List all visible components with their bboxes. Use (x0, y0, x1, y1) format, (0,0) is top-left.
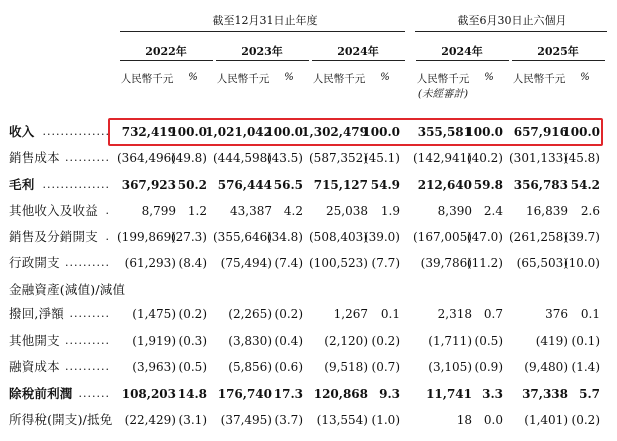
pct-header: % (284, 72, 294, 83)
amount-cell: (508,403) (309, 230, 368, 244)
amount-cell: (9,518) (324, 360, 368, 374)
unit-header: 人民幣千元 (312, 73, 366, 85)
amount-cell: (2,265) (228, 307, 272, 321)
amount-cell: 1,302,479 (301, 125, 368, 139)
amount-cell: (3,830) (228, 334, 272, 348)
table-row (0, 227, 617, 247)
pct-header: % (380, 72, 390, 83)
leader-dots: .......... (65, 256, 110, 269)
percent-cell: 100.0 (562, 125, 600, 139)
percent-cell: (49.8) (170, 151, 207, 165)
percent-cell: (1.0) (371, 413, 400, 427)
amount-cell: (199,869) (117, 230, 176, 244)
percent-cell: 14.8 (177, 387, 207, 401)
row-label: 所得稅(開支)/抵免 (9, 412, 113, 427)
year-rule (416, 60, 509, 61)
percent-cell: 100.0 (265, 125, 303, 139)
year-header: 2025年 (537, 45, 579, 58)
row-label: 其他開支 (9, 333, 60, 348)
table-row (0, 201, 617, 221)
year-header: 2022年 (145, 45, 187, 58)
amount-cell: 356,783 (513, 178, 568, 192)
year-rule (512, 60, 605, 61)
period-fy-rule (120, 31, 405, 32)
unaudited-note: (未經審計) (417, 88, 469, 100)
year-rule (120, 60, 213, 61)
percent-cell: (0.2) (274, 307, 303, 321)
percent-cell: (40.2) (466, 151, 503, 165)
unit-header: 人民幣千元 (120, 73, 174, 85)
amount-cell: 11,741 (426, 387, 472, 401)
year-header: 2023年 (241, 45, 283, 58)
amount-cell: (1,475) (132, 307, 176, 321)
amount-cell: 108,203 (121, 387, 176, 401)
unit-header: 人民幣千元 (216, 73, 270, 85)
percent-cell: 0.1 (380, 307, 400, 321)
percent-cell: (0.5) (474, 334, 503, 348)
percent-cell: (0.2) (178, 307, 207, 321)
percent-cell: 5.7 (579, 387, 600, 401)
percent-cell: 1.2 (187, 204, 207, 218)
leader-dots: .......... (65, 360, 110, 373)
amount-cell: (1,401) (524, 413, 568, 427)
percent-cell: 100.0 (465, 125, 503, 139)
amount-cell: 16,839 (526, 204, 568, 218)
percent-cell: (0.1) (571, 334, 600, 348)
amount-cell: (301,133) (509, 151, 568, 165)
amount-cell: 18 (456, 413, 472, 427)
percent-cell: 3.3 (482, 387, 503, 401)
percent-cell: (0.9) (474, 360, 503, 374)
amount-cell: (355,646) (213, 230, 272, 244)
row-label: 行政開支 (9, 255, 60, 270)
pct-header: % (580, 72, 590, 83)
year-rule (312, 60, 405, 61)
percent-cell: 50.2 (177, 178, 207, 192)
amount-cell: 176,740 (217, 387, 272, 401)
percent-cell: (7.4) (274, 256, 303, 270)
table-row (0, 410, 617, 430)
table-row (0, 331, 617, 351)
unit-header: 人民幣千元 (416, 73, 470, 85)
amount-cell: (587,352) (309, 151, 368, 165)
amount-cell: 657,916 (513, 125, 568, 139)
amount-cell: 212,640 (417, 178, 472, 192)
percent-cell: 4.2 (283, 204, 303, 218)
row-label: 除稅前利潤 (9, 386, 73, 401)
amount-cell: (261,258) (509, 230, 568, 244)
percent-cell: (43.5) (266, 151, 303, 165)
amount-cell: (65,503) (516, 256, 568, 270)
percent-cell: (3.1) (178, 413, 207, 427)
amount-cell: 732,419 (121, 125, 176, 139)
leader-dots: ............... (42, 125, 110, 138)
table-row (0, 384, 617, 404)
table-row (0, 148, 617, 168)
amount-cell: 1,267 (333, 307, 368, 321)
amount-cell: (13,554) (316, 413, 368, 427)
leader-dots: .......... (65, 151, 110, 164)
percent-cell: (1.4) (571, 360, 600, 374)
percent-cell: 54.9 (370, 178, 400, 192)
amount-cell: 37,338 (522, 387, 568, 401)
amount-cell: (3,963) (132, 360, 176, 374)
year-rule (216, 60, 309, 61)
amount-cell: 25,038 (326, 204, 368, 218)
table-row (0, 122, 617, 142)
percent-cell: (45.1) (363, 151, 400, 165)
amount-cell: (2,120) (324, 334, 368, 348)
amount-cell: 376 (545, 307, 568, 321)
amount-cell: (142,941) (413, 151, 472, 165)
amount-cell: (100,523) (309, 256, 368, 270)
amount-cell: 1,021,042 (205, 125, 272, 139)
amount-cell: 2,318 (437, 307, 472, 321)
leader-dots: ......... (69, 307, 110, 320)
percent-cell: (0.2) (571, 413, 600, 427)
percent-cell: (39.0) (363, 230, 400, 244)
percent-cell: 100.0 (169, 125, 207, 139)
percent-cell: 0.1 (580, 307, 600, 321)
unit-header: 人民幣千元 (512, 73, 566, 85)
row-label: 融資成本 (9, 359, 60, 374)
percent-cell: 56.5 (273, 178, 303, 192)
percent-cell: 2.4 (483, 204, 503, 218)
year-header: 2024年 (337, 45, 379, 58)
table-row (0, 280, 617, 300)
amount-cell: 715,127 (313, 178, 368, 192)
percent-cell: 1.9 (380, 204, 400, 218)
amount-cell: 43,387 (230, 204, 272, 218)
percent-cell: (0.4) (274, 334, 303, 348)
percent-cell: 9.3 (379, 387, 400, 401)
percent-cell: (39.7) (563, 230, 600, 244)
leader-dots: ............... (42, 178, 110, 191)
period-h1-rule (415, 31, 607, 32)
percent-cell: 54.2 (570, 178, 600, 192)
percent-cell: (3.7) (274, 413, 303, 427)
amount-cell: (1,711) (428, 334, 472, 348)
amount-cell: 8,390 (437, 204, 472, 218)
row-label: 毛利 (9, 177, 35, 192)
percent-cell: (7.7) (371, 256, 400, 270)
amount-cell: (1,919) (132, 334, 176, 348)
amount-cell: (419) (535, 334, 568, 348)
percent-cell: (0.7) (371, 360, 400, 374)
amount-cell: 8,799 (141, 204, 176, 218)
amount-cell: (22,429) (124, 413, 176, 427)
row-label: 金融資產(減值)/減值 (9, 282, 126, 297)
leader-dots: . (105, 230, 110, 243)
percent-cell: (0.3) (178, 334, 207, 348)
row-label: 銷售及分銷開支 (9, 229, 98, 244)
percent-cell: (34.8) (266, 230, 303, 244)
pct-header: % (484, 72, 494, 83)
percent-cell: (11.2) (466, 256, 503, 270)
amount-cell: (364,496) (117, 151, 176, 165)
percent-cell: (10.0) (563, 256, 600, 270)
amount-cell: (3,105) (428, 360, 472, 374)
leader-dots: ....... (78, 387, 110, 400)
amount-cell: 120,868 (313, 387, 368, 401)
amount-cell: (37,495) (220, 413, 272, 427)
percent-cell: (27.3) (170, 230, 207, 244)
pct-header: % (188, 72, 198, 83)
percent-cell: (8.4) (178, 256, 207, 270)
year-header: 2024年 (441, 45, 483, 58)
percent-cell: 2.6 (580, 204, 600, 218)
percent-cell: (0.2) (371, 334, 400, 348)
period-h1-title: 截至6月30日止六個月 (457, 14, 567, 27)
leader-dots: .......... (65, 334, 110, 347)
amount-cell: (75,494) (220, 256, 272, 270)
amount-cell: (9,480) (524, 360, 568, 374)
percent-cell: 0.0 (483, 413, 503, 427)
percent-cell: (47.0) (466, 230, 503, 244)
percent-cell: 59.8 (473, 178, 503, 192)
amount-cell: (444,598) (213, 151, 272, 165)
amount-cell: 355,581 (417, 125, 472, 139)
row-label: 銷售成本 (9, 150, 60, 165)
table-row (0, 253, 617, 273)
percent-cell: 100.0 (362, 125, 400, 139)
row-label: 收入 (9, 124, 35, 139)
percent-cell: (0.5) (178, 360, 207, 374)
percent-cell: (0.6) (274, 360, 303, 374)
amount-cell: (61,293) (124, 256, 176, 270)
amount-cell: 576,444 (217, 178, 272, 192)
row-label: 其他收入及收益 (9, 203, 98, 218)
percent-cell: 17.3 (273, 387, 303, 401)
amount-cell: (167,005) (413, 230, 472, 244)
row-label: 撥回,淨額 (9, 306, 64, 321)
amount-cell: 367,923 (121, 178, 176, 192)
amount-cell: (5,856) (228, 360, 272, 374)
table-row (0, 304, 617, 324)
table-row (0, 357, 617, 377)
amount-cell: (39,786) (420, 256, 472, 270)
period-fy-title: 截至12月31日止年度 (212, 14, 318, 27)
table-row (0, 175, 617, 195)
percent-cell: (45.8) (563, 151, 600, 165)
leader-dots: . (105, 204, 110, 217)
percent-cell: 0.7 (483, 307, 503, 321)
